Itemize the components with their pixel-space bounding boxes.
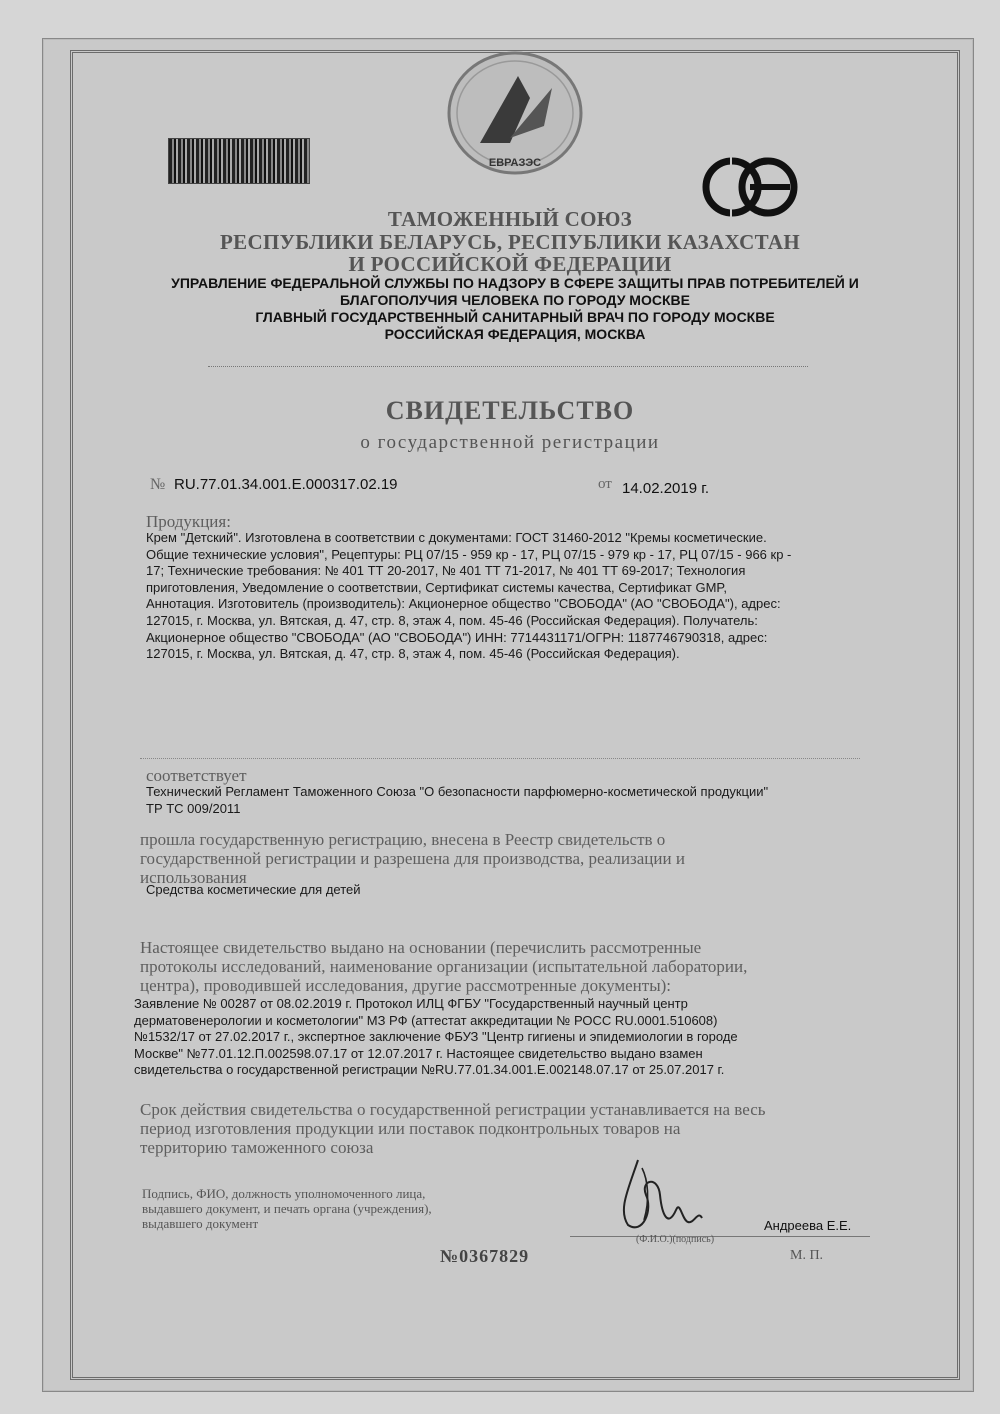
authority-line-1: УПРАВЛЕНИЕ ФЕДЕРАЛЬНОЙ СЛУЖБЫ ПО НАДЗОРУ В СФЕРЕ ЗАЩИТЫ ПРАВ ПОТРЕБИТЕЛЕЙ И [171, 275, 859, 291]
basis-line: свидетельства о государственной регистрации №RU.77.01.34.001.E.002148.07.17 от 25.07.2017 г. [134, 1062, 725, 1078]
conformity-line: Технический Регламент Таможенного Союза "О безопасности парфюмерно-косметической продукции" [146, 784, 769, 799]
basis-label-line: протоколы исследований, наименование организации (испытательной лаборатории, [140, 957, 748, 976]
product-line: Общие технические условия", Рецептуры: РЦ 07/15 - 959 кр - 17, РЦ 07/15 - 979 кр - 17, РЦ 07/15 - 966 кр - [146, 546, 792, 562]
product-line: 17; Технические требования: № 401 ТТ 20-2017, № 401 ТТ 71-2017, № 401 ТТ 69-2017; Технология [146, 563, 746, 579]
validity-line: период изготовления продукции или поставок подконтрольных товаров на [140, 1119, 681, 1138]
product-line: приготовления, Уведомление о соответствии, Сертификат системы качества, Сертификат GMP, [146, 579, 728, 595]
signature-label [142, 1186, 562, 1231]
registration-line: прошла государственную регистрацию, внесена в Реестр свидетельств о [140, 830, 666, 849]
signature-line [570, 1236, 870, 1237]
signature-label-line: Подпись, ФИО, должность уполномоченного лица, [142, 1186, 426, 1201]
serial-number: №0367829 [440, 1246, 530, 1266]
basis-label [140, 938, 870, 995]
basis-documents [134, 996, 864, 1079]
signature-caption: (Ф.И.О.)(подпись) [636, 1234, 715, 1245]
header-line-1: ТАМОЖЕННЫЙ СОЮЗ [387, 207, 633, 231]
product-description [146, 530, 876, 663]
conformity-line: ТР ТС 009/2011 [146, 800, 241, 816]
basis-line: Москве" №77.01.12.П.002598.07.17 от 12.07.2017 г. Настоящее свидетельство выдано взамен [134, 1045, 703, 1061]
certificate-date: 14.02.2019 г. [622, 480, 710, 497]
validity-statement [140, 1100, 870, 1157]
product-divider [140, 758, 860, 759]
number-prefix: № [150, 476, 166, 493]
basis-line: дерматовенерологии и косметологии" МЗ РФ (аттестат аккредитации № РОСС RU.0001.510608) [134, 1012, 718, 1028]
validity-line: Срок действия свидетельства о государственной регистрации устанавливается на весь [140, 1100, 766, 1119]
handwritten-signature [598, 1150, 708, 1240]
stamp-place: М. П. [790, 1248, 824, 1263]
basis-line: Заявление № 00287 от 08.02.2019 г. Протокол ИЛЦ ФГБУ "Государственный научный центр [134, 996, 688, 1011]
certificate-number: RU.77.01.34.001.E.000317.02.19 [174, 476, 398, 493]
basis-line: №1532/17 от 27.02.2017 г., экспертное заключение ФБУЗ "Центр гигиены и эпидемиологии в городе [134, 1029, 738, 1045]
product-line: 127015, г. Москва, ул. Вятская, д. 47, стр. 8, этаж 4, пом. 45-46 (Российская Федерация). Получатель: [146, 612, 758, 628]
authority-line-2: БЛАГОПОЛУЧИЯ ЧЕЛОВЕКА ПО ГОРОДУ МОСКВЕ [340, 292, 690, 308]
product-line: Акционерное общество "СВОБОДА" (АО "СВОБОДА") ИНН: 7714431171/ОГРН: 1187746790318, адрес: [146, 629, 768, 645]
registration-scope: Средства косметические для детей [146, 882, 361, 897]
product-line: Крем "Детский". Изготовлена в соответствии с документами: ГОСТ 31460-2012 "Кремы косметические. [146, 530, 767, 545]
conformity-label: соответствует [146, 766, 247, 785]
signature-label-line: выдавшего документ, и печать органа (учреждения), [142, 1201, 432, 1216]
document-subtitle: о государственной регистрации [360, 432, 660, 453]
signatory-name: Андреева Е.Е. [764, 1218, 852, 1233]
registration-line: государственной регистрации и разрешена для производства, реализации и [140, 849, 685, 868]
conformity-text [146, 784, 876, 817]
date-prefix: от [598, 476, 612, 492]
emblem-text: ЕВРАЗЭС [488, 157, 542, 169]
document-title: СВИДЕТЕЛЬСТВО [385, 396, 635, 425]
authority-line-4: РОССИЙСКАЯ ФЕДЕРАЦИЯ, МОСКВА [384, 326, 646, 342]
product-line: Аннотация. Изготовитель (производитель): Акционерное общество "СВОБОДА" (АО "СВОБОДА"), адрес: [146, 596, 781, 612]
header-line-3: И РОССИЙСКОЙ ФЕДЕРАЦИИ [348, 252, 672, 276]
registration-line: использования [140, 868, 247, 887]
authority-line-3: ГЛАВНЫЙ ГОСУДАРСТВЕННЫЙ САНИТАРНЫЙ ВРАЧ ПО ГОРОДУ МОСКВЕ [255, 309, 775, 325]
barcode-hologram [168, 138, 310, 184]
header-line-2: РЕСПУБЛИКИ БЕЛАРУСЬ, РЕСПУБЛИКИ КАЗАХСТАН [220, 230, 800, 254]
validity-line: территорию таможенного союза [140, 1138, 374, 1157]
product-label: Продукция: [146, 512, 231, 531]
basis-label-line: Настоящее свидетельство выдано на основании (перечислить рассмотренные [140, 938, 702, 957]
basis-label-line: центра), проводившей исследования, другие рассмотренные документы): [140, 976, 672, 995]
registration-statement [140, 830, 870, 887]
eurasec-emblem [440, 48, 590, 178]
product-line: 127015, г. Москва, ул. Вятская, д. 47, стр. 8, этаж 4, пом. 45-46 (Российская Федерация). [146, 646, 680, 662]
signature-label-line: выдавшего документ [142, 1216, 259, 1231]
header-divider [208, 366, 808, 369]
